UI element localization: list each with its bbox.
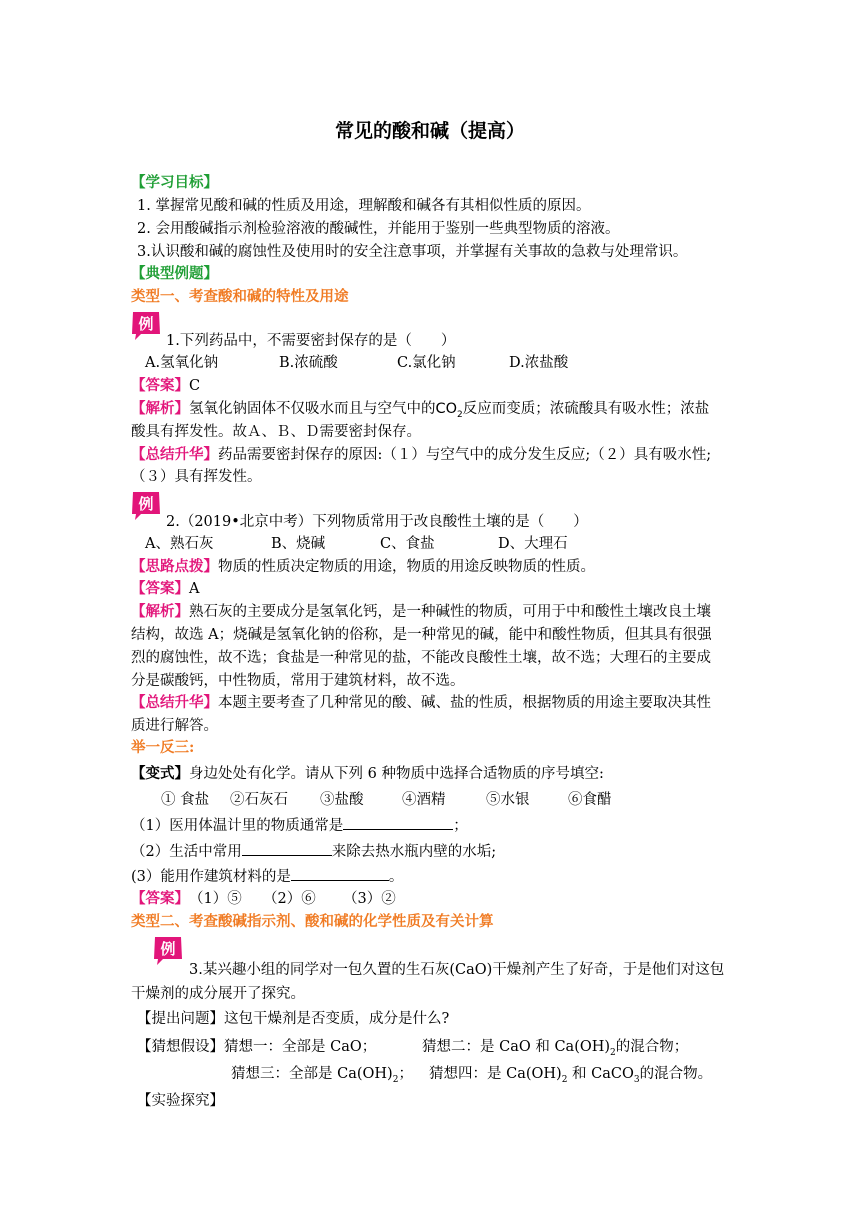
- q1-option-d: D.浓盐酸: [509, 355, 569, 371]
- variant-item-5: ⑤水银: [486, 792, 530, 808]
- q1-stem: 1.下列药品中，不需要密封保存的是（ ）: [166, 333, 456, 349]
- q1-analysis-tag: 【解析】: [131, 400, 189, 417]
- q2-hint: [131, 556, 731, 578]
- q2-stem: 2.（2019•北京中考）下列物质常用于改良酸性土壤的是（ ）: [166, 514, 588, 530]
- example-badge-icon: [129, 490, 163, 522]
- goal-item-3: 3.认识酸和碱的腐蚀性及使用时的安全注意事项，并掌握有关事故的急救与处理常识。: [137, 244, 688, 260]
- variant-tag: 【变式】: [131, 765, 189, 782]
- q3-explore-heading: 【实验探究】: [137, 1093, 224, 1109]
- q2-summary-line-1: [131, 692, 731, 714]
- q2-option-c: C、食盐: [380, 536, 435, 552]
- variant-blank-3: (3）能用作建筑材料的是 。: [131, 866, 731, 888]
- q3-hyp-1: 猜想一：全部是 CaO；: [224, 1039, 377, 1055]
- type-two-heading: 类型二、考查酸碱指示剂、酸和碱的化学性质及有关计算: [131, 913, 494, 930]
- q1-option-b: B.浓硫酸: [279, 355, 338, 371]
- q2-summary-line-2: 质进行解答。: [131, 718, 218, 734]
- q2-hint-tag: 【思路点拨】: [131, 558, 218, 575]
- variant-item-2: ②石灰石: [230, 792, 288, 808]
- variant-line: [131, 763, 731, 785]
- q2-summary-text: 本题主要考查了几种常见的酸、碱、盐的性质，根据物质的用途主要取决其性: [218, 695, 711, 711]
- q3-stem-line-2: 干燥剂的成分展开了探究。: [131, 986, 305, 1002]
- q1-options: [145, 352, 745, 374]
- q2-analysis-line-1: [131, 601, 731, 623]
- q1-summary-line-2: （３）具有挥发性。: [131, 469, 262, 485]
- q1-option-c: C.氯化钠: [397, 355, 456, 371]
- q3-hypothesis-row-2: 猜想三：全部是 $Ca(OH)_2$； 猜想四：是 $Ca(OH)_2$ 和 CaCO$_3$的混合物。: [231, 1066, 713, 1085]
- q3-hyp-3: 猜想三：全部是 Ca(OH): [231, 1066, 393, 1082]
- q1-analysis-line-2: 酸具有挥发性。故Ａ、Ｂ、Ｄ需要密封保存。: [131, 424, 421, 440]
- q1-answer: [131, 375, 731, 397]
- q2-analysis-tag: 【解析】: [131, 603, 189, 620]
- variant-text: 身边处处有化学。请从下列 6 种物质中选择合适物质的序号填空:: [189, 766, 604, 782]
- badge-text: 例: [138, 495, 154, 513]
- q1-summary-line-1: [131, 444, 731, 466]
- variant-blank-1: （1）医用体温计里的物质通常是 ；: [131, 815, 731, 837]
- q1-summary-tag: 【总结升华】: [131, 446, 218, 463]
- q3-stem-line-1: 3.某兴趣小组的同学对一包久置的生石灰(CaO)干燥剂产生了好奇，于是他们对这包: [189, 962, 725, 978]
- blank-line-2[interactable]: [242, 841, 332, 856]
- examples-heading: 【典型例题】: [131, 265, 218, 282]
- q2-option-d: D、大理石: [498, 536, 568, 552]
- q1-analysis-co2: CO: [435, 401, 458, 417]
- q2-analysis-line-2: 结构，故选 A；烧碱是氢氧化钠的俗称，是一种常见的碱，能中和酸性物质，但其具有很强: [131, 627, 712, 643]
- variant-items: [161, 789, 761, 811]
- variant-item-4: ④酒精: [402, 792, 446, 808]
- q2-hint-text: 物质的性质决定物质的用途，物质的用途反映物质的性质。: [218, 559, 595, 575]
- q3-question: 【提出问题】这包干燥剂是否变质，成分是什么?: [137, 1011, 450, 1027]
- q1-analysis-a: 氢氧化钠固体不仅吸水而且与空气中的: [189, 401, 436, 417]
- juyi-heading: 举一反三:: [131, 739, 195, 756]
- variant-item-1: ① 食盐: [161, 792, 210, 808]
- badge-text: 例: [138, 315, 154, 333]
- q2-option-b: B、烧碱: [271, 536, 326, 552]
- type-one-heading: 类型一、考查酸和碱的特性及用途: [131, 288, 349, 305]
- q1-answer-tag: 【答案】: [131, 377, 189, 394]
- variant-blank-2: （2）生活中常用 来除去热水瓶内壁的水垢;: [131, 841, 731, 863]
- q2-analysis-line-3: 烈的腐蚀性，故不选；食盐是一种常见的盐，不能改良酸性土壤，故不选；大理石的主要成: [131, 650, 711, 666]
- q1-analysis-b: 反应而变质；浓硫酸具有吸水性；浓盐: [462, 401, 710, 417]
- q1-option-a: A.氢氧化钠: [145, 355, 219, 371]
- q2-option-a: A、熟石灰: [145, 536, 214, 552]
- q2-analysis-text-1: 熟石灰的主要成分是氢氧化钙，是一种碱性的物质，可用于中和酸性土壤改良土壤: [189, 604, 711, 620]
- q1-summary-text: 药品需要密封保存的原因:（１）与空气中的成分发生反应;（２）具有吸水性;: [218, 447, 712, 463]
- blank-line-3[interactable]: [291, 866, 389, 881]
- variant-item-3: ③盐酸: [320, 792, 364, 808]
- q2-analysis-line-4: 分是碳酸钙，中性物质，常用于建筑材料，故不选。: [131, 673, 465, 689]
- variant-answer: 【答案】（1）⑤ （2）⑥ （3）②: [131, 890, 396, 907]
- q1-analysis-sub: 2: [457, 409, 463, 420]
- variant-answer-tag: 【答案】: [131, 890, 189, 907]
- q2-answer: [131, 578, 731, 600]
- goals-heading: 【学习目标】: [131, 174, 218, 191]
- variant-item-6: ⑥食醋: [568, 792, 612, 808]
- q3-hyp-4: 猜想四：是 Ca(OH): [429, 1066, 562, 1082]
- blank-line-1[interactable]: [343, 815, 453, 830]
- example-badge-icon: [129, 310, 163, 342]
- goal-item-1: 1. 掌握常见酸和碱的性质及用途，理解酸和碱各有其相似性质的原因。: [137, 198, 591, 214]
- q2-answer-value: A: [189, 581, 200, 597]
- q3-hypothesis-row-1: 【猜想假设】猜想一：全部是 CaO； 猜想二：是 CaO 和 $Ca(OH)_2$的混合物；: [137, 1036, 737, 1064]
- q1-answer-value: C: [189, 378, 201, 394]
- q3-hyp-2: 猜想二：是 CaO 和 Ca(OH): [422, 1039, 611, 1055]
- page-title: 常见的酸和碱（提高）: [334, 120, 525, 142]
- q2-answer-tag: 【答案】: [131, 580, 189, 597]
- badge-text: 例: [160, 940, 176, 958]
- q2-options: [145, 533, 745, 555]
- q2-summary-tag: 【总结升华】: [131, 694, 218, 711]
- q3-hyp-tag: 【猜想假设】: [137, 1039, 224, 1055]
- goal-item-2: 2. 会用酸碱指示剂检验溶液的酸碱性，并能用于鉴别一些典型物质的溶液。: [137, 221, 620, 237]
- example-badge-icon: [151, 935, 185, 967]
